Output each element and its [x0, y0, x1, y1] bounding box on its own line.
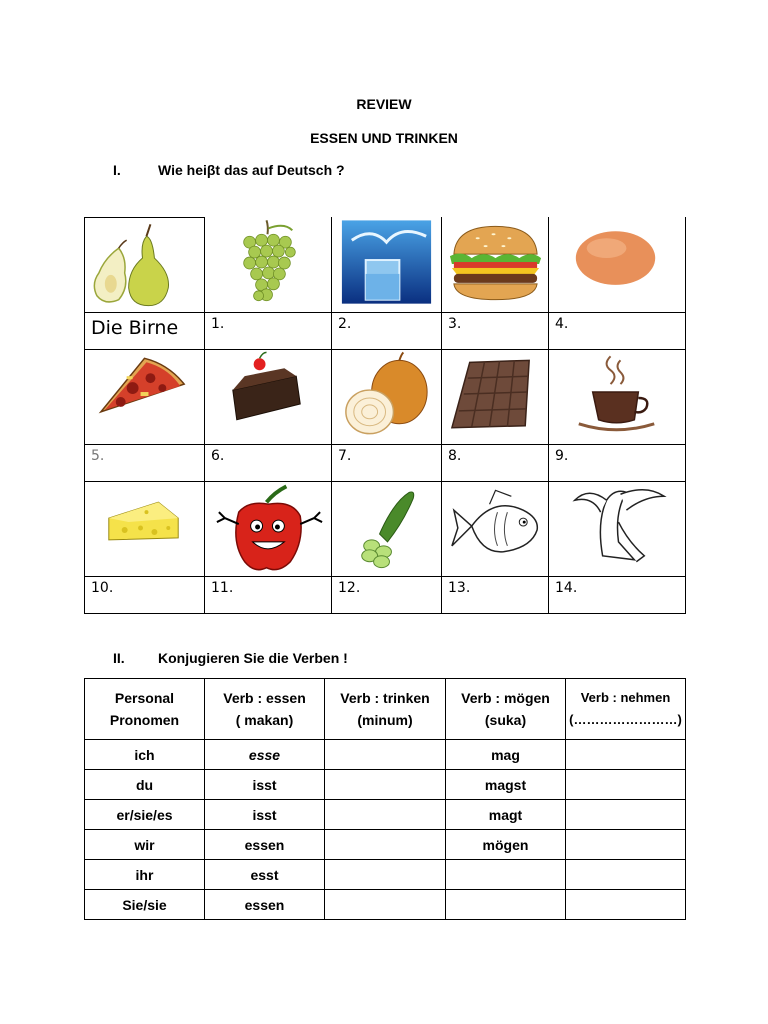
cell-cucumber	[332, 482, 442, 577]
cell-water	[332, 218, 442, 313]
table-row: ihr esst	[85, 860, 686, 890]
chocolate-bar-picture	[442, 350, 548, 444]
cell-pepper	[205, 482, 332, 577]
section2-title: Konjugieren Sie die Verben !	[158, 650, 348, 666]
table-row: du isst magst	[85, 770, 686, 800]
label-14: 14.	[555, 580, 578, 596]
label-5: 5.	[91, 448, 105, 464]
section1-number: I.	[113, 162, 121, 178]
vocabulary-grid	[84, 217, 686, 614]
cell-cake	[205, 350, 332, 445]
section2-number: II.	[113, 650, 125, 666]
pepper-picture	[205, 482, 331, 576]
cell-burger	[442, 218, 549, 313]
coffee-cup-picture	[549, 350, 685, 444]
banana-picture	[549, 482, 685, 576]
onion-picture	[332, 350, 441, 444]
table-row: er/sie/es isst magt	[85, 800, 686, 830]
label-4: 4.	[555, 316, 569, 332]
cell-grapes	[205, 218, 332, 313]
label-9: 9.	[555, 448, 569, 464]
worksheet-subtitle: ESSEN UND TRINKEN	[310, 130, 458, 146]
cake-slice-picture	[205, 350, 331, 444]
pizza-slice-picture	[85, 350, 204, 444]
grapes-picture	[205, 218, 331, 312]
label-10: 10.	[91, 580, 114, 596]
cell-pizza	[85, 350, 205, 445]
table-row: wir essen mӧgen	[85, 830, 686, 860]
cell-coffee	[549, 350, 686, 445]
table-row: ich esse mag	[85, 740, 686, 770]
fish-picture	[442, 482, 548, 576]
pears-picture	[85, 218, 204, 312]
section2-heading	[113, 650, 348, 666]
header-trinken: Verb : trinken (minum)	[325, 679, 446, 740]
label-0: Die Birne	[91, 317, 179, 339]
label-11: 11.	[211, 580, 234, 596]
cucumber-picture	[332, 482, 441, 576]
label-7: 7.	[338, 448, 352, 464]
label-2: 2.	[338, 316, 352, 332]
label-8: 8.	[448, 448, 462, 464]
section1-heading	[113, 162, 345, 178]
table-row: Sie/sie essen	[85, 890, 686, 920]
egg-picture	[549, 218, 685, 312]
cell-banana	[549, 482, 686, 577]
label-6: 6.	[211, 448, 225, 464]
water-glass-picture	[332, 218, 441, 312]
header-essen: Verb : essen ( makan)	[205, 679, 325, 740]
cell-pears	[85, 218, 205, 313]
header-pronoun: Personal Pronomen	[85, 679, 205, 740]
header-nehmen: Verb : nehmen (……………………)	[566, 679, 686, 740]
cell-egg	[549, 218, 686, 313]
label-12: 12.	[338, 580, 361, 596]
cell-onion	[332, 350, 442, 445]
conjugation-table	[84, 678, 686, 920]
section1-title: Wie heiβt das auf Deutsch ?	[158, 162, 345, 178]
label-1: 1.	[211, 316, 225, 332]
header-moegen: Verb : mögen (suka)	[446, 679, 566, 740]
burger-picture	[442, 218, 548, 312]
cell-cheese	[85, 482, 205, 577]
cell-chocolate	[442, 350, 549, 445]
label-13: 13.	[448, 580, 471, 596]
cell-fish	[442, 482, 549, 577]
label-3: 3.	[448, 316, 462, 332]
worksheet-title: REVIEW	[356, 96, 412, 112]
cheese-picture	[85, 482, 204, 576]
